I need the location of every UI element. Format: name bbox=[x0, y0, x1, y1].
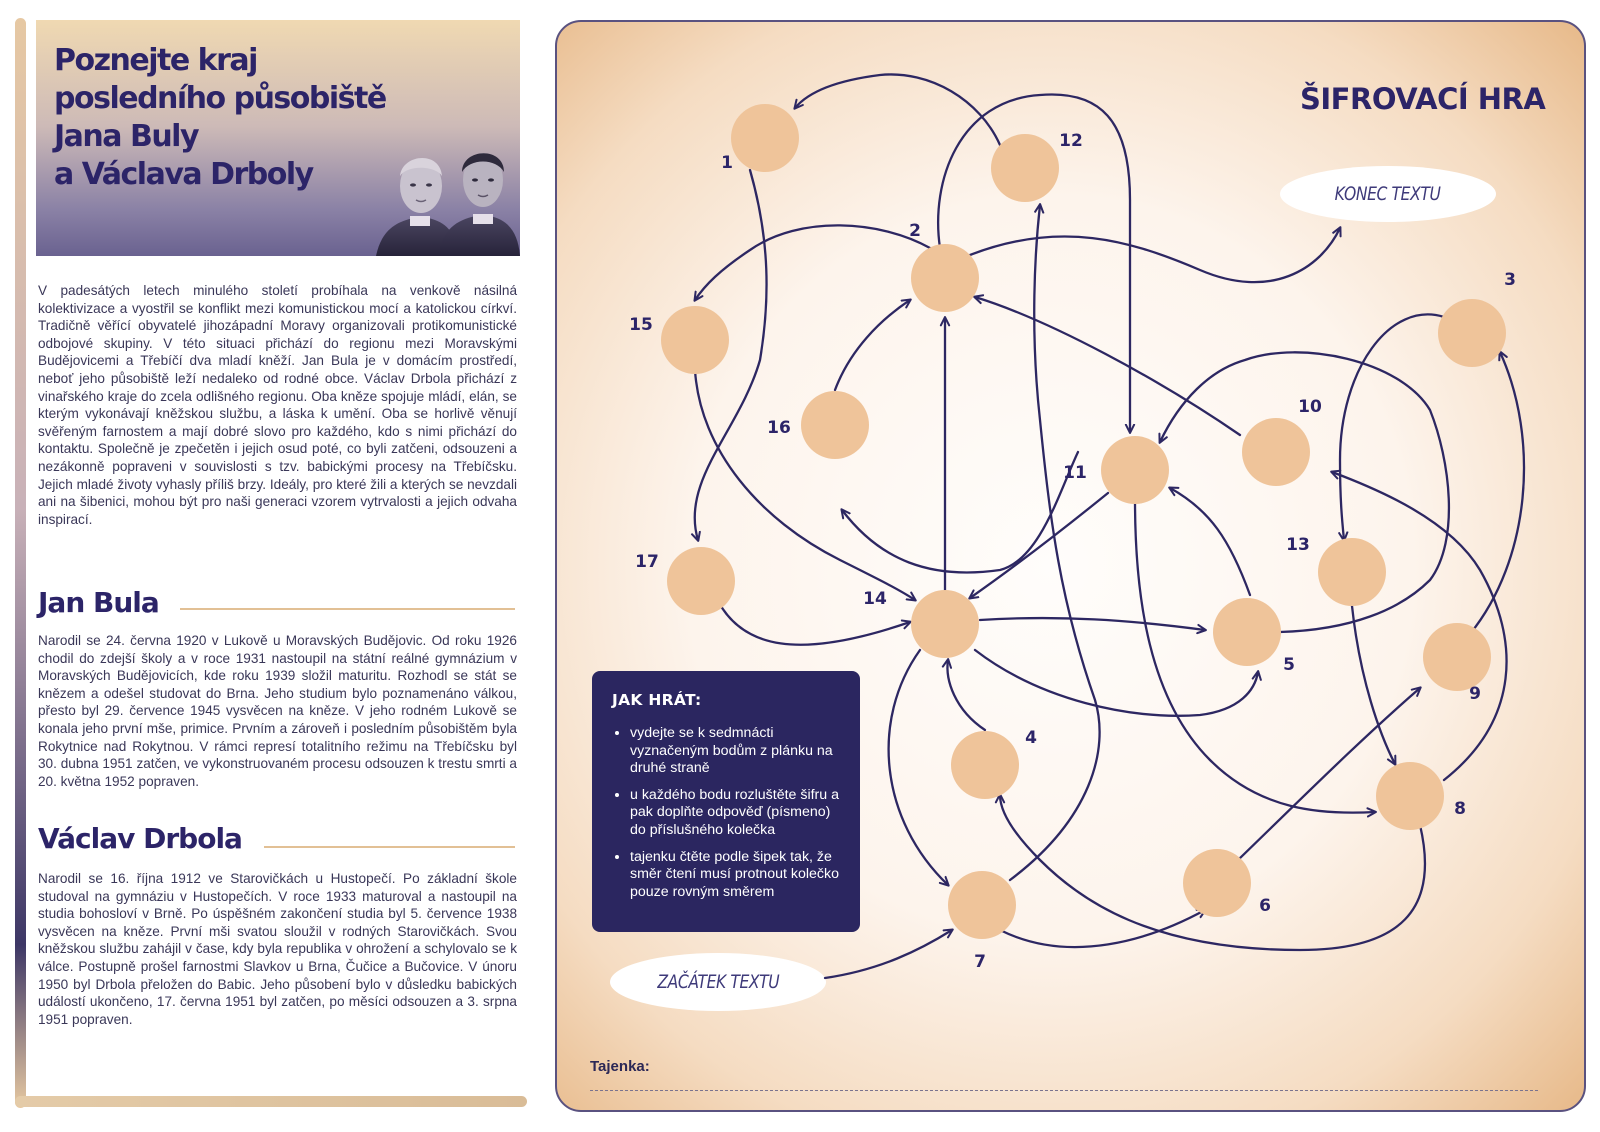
node-2-label: 2 bbox=[909, 221, 921, 241]
node-14-circle[interactable] bbox=[911, 590, 979, 658]
node-8-label: 8 bbox=[1454, 799, 1466, 819]
arrow-3-to-13 bbox=[1340, 314, 1444, 540]
bio-heading-jan-bula: Jan Bula bbox=[38, 586, 159, 619]
how-to-play-title: JAK HRÁT: bbox=[612, 691, 702, 709]
bio-heading-vaclav-drbola: Václav Drbola bbox=[38, 822, 242, 855]
arrow-14-to-5-lower bbox=[975, 650, 1258, 716]
arrow-8-to-10 bbox=[1332, 472, 1507, 780]
arrow-14-to-7 bbox=[889, 650, 948, 885]
arrow-2-to-end bbox=[970, 228, 1340, 282]
node-14-label: 14 bbox=[863, 589, 887, 609]
title-line-3: Jana Buly bbox=[54, 119, 199, 154]
node-10-circle[interactable] bbox=[1242, 418, 1310, 486]
node-9-label: 9 bbox=[1469, 684, 1481, 704]
arrow-7-to-12 bbox=[1010, 205, 1100, 880]
bio-text-vaclav-drbola: Narodil se 16. října 1912 ve Starovičkách u Hustopečí. Po základní škole studoval na gymnáziu v Hustopečích. V roce 1933 maturoval a nastoupil na studia bohosloví v Brně. Po úspěšném zakončení studia byl 5. července 1938 vysvěcen na kněze. První mši svatou sloužil v rodných Starovičkách. Svou kněžskou službu zahájil v čase, kdy byla republika v ohrožení a schylovalo se k válce. Postupně prošel farnostmi Slavkov u Brna, Čučice a Bučovice. V únoru 1950 byl Drbola přeložen do Babic. Jeho působení bylo v důsledku babických událostí ukončeno, 17. června 1951 byl zatčen, po měsíci odsouzen a 3. srpna 1951 popraven. bbox=[38, 871, 517, 1027]
arrow-9-to-3 bbox=[1470, 352, 1524, 634]
node-11-label: 11 bbox=[1063, 463, 1087, 483]
arrow-12-to-1 bbox=[795, 74, 1000, 145]
arrow-11-to-14 bbox=[970, 493, 1108, 598]
arrow-13-to-8 bbox=[1352, 606, 1395, 764]
how-to-play-item: • u každého bodu rozluštěte šifru a pak doplňte odpověď (písmeno) do příslušného kolečka bbox=[630, 787, 842, 840]
title-line-2: posledního působiště bbox=[54, 81, 386, 116]
node-6-label: 6 bbox=[1259, 896, 1271, 916]
game-title: ŠIFROVACÍ HRA bbox=[1300, 82, 1546, 116]
start-of-text-label: ZAČÁTEK TEXTU bbox=[657, 971, 779, 993]
node-13-label: 13 bbox=[1286, 535, 1310, 555]
node-9-circle[interactable] bbox=[1423, 623, 1491, 691]
node-1-label: 1 bbox=[721, 153, 733, 173]
arrow-14-to-5 bbox=[980, 618, 1205, 630]
node-5-label: 5 bbox=[1283, 655, 1295, 675]
arrow-5-to-11 bbox=[1170, 488, 1250, 595]
answer-label: Tajenka: bbox=[590, 1058, 650, 1075]
how-to-play-list bbox=[612, 725, 842, 901]
node-3-label: 3 bbox=[1504, 270, 1516, 290]
how-to-play-item: • vydejte se k sedmnácti vyznačeným bodům z plánku na druhé straně bbox=[630, 725, 842, 778]
node-4-circle[interactable] bbox=[951, 731, 1019, 799]
node-12-label: 12 bbox=[1059, 131, 1083, 151]
node-13-circle[interactable] bbox=[1318, 538, 1386, 606]
node-6-circle[interactable] bbox=[1183, 849, 1251, 917]
end-of-text-label: KONEC TEXTU bbox=[1335, 183, 1441, 205]
node-16-label: 16 bbox=[767, 418, 791, 438]
arrow-7-to-6 bbox=[1000, 910, 1205, 947]
node-17-label: 17 bbox=[635, 552, 659, 572]
node-2-circle[interactable] bbox=[911, 244, 979, 312]
node-17-circle[interactable] bbox=[667, 547, 735, 615]
bio-text-jan-bula: Narodil se 24. června 1920 v Lukově u Moravských Budějovic. Od roku 1926 chodil do zdejší školy a v roce 1931 nastoupil na státní reálné gymnázium v Moravských Budějovicích, kde roku 1939 složil maturitu. Rozhodl se stát se knězem a odešel studovat do Brna. Jeho studium bylo poznamenáno válkou, přesto byl 29. července 1945 vysvěcen na kněze. V jeho rodném Lukově se konala jeho první mše, primice. Prvním a zároveň i posledním působištěm byla Rokytnice nad Rokytnou. V rámci represí totalitního režimu na Třebíčsku byl 30. dubna 1951 zatčen, ve vykonstruovaném procesu odsouzen k trestu smrti a 20. května 1952 popraven. bbox=[38, 633, 517, 789]
node-16-circle[interactable] bbox=[801, 391, 869, 459]
arrow-start-to-7 bbox=[825, 930, 952, 978]
node-15-circle[interactable] bbox=[661, 306, 729, 374]
arrow-4-to-14 bbox=[947, 660, 985, 730]
node-5-circle[interactable] bbox=[1213, 598, 1281, 666]
node-10-label: 10 bbox=[1298, 397, 1322, 417]
arrow-5-to-11-upper bbox=[1160, 352, 1449, 632]
node-11-circle[interactable] bbox=[1101, 436, 1169, 504]
arrow-2-to-15 bbox=[695, 225, 930, 300]
arrow-16-to-2 bbox=[835, 300, 910, 390]
intro-paragraph: V padesátých letech minulého století probíhala na venkově násilná kolektivizace a vyostřil se konflikt mezi komunistickou mocí a katolickou církví. Tradičně věřící obyvatelé jihozápadní Moravy organizovali protikomunistické odbojové skupiny. V této situaci přichází do regionu mezi Moravskými Budějovicemi a Třebíčí dva mladí kněží. Jan Bula je v domácím prostředí, neboť jeho působiště leží nedaleko od rodné obce. Václav Drbola přichází z vinařského kraje do zcela odlišného regionu. Oba kněze spojuje mládí, elán, se kterým vykonávají kněžskou službu, a láska k umění. Oba se horlivě věnují svěřeným farnostem a mají dobré slovo pro každého, kdo s nimi přichází do kontaktu. Společně je zpečetěn i jejich osud poté, co byli zatčeni, odsouzeni a nezákonně popraveni v souvislosti s tzv. babickými procesy na Třebíčsku. Jejich mladé životy vyhasly příliš brzy. Ideály, pro které žili a kterých se nevzdali ani na šibenici, mohou být pro naši generaci vzorem vytrvalosti a jejich odvaha inspirací. bbox=[38, 283, 517, 527]
node-1-circle[interactable] bbox=[731, 104, 799, 172]
arrow-10-to-2 bbox=[975, 297, 1240, 435]
title-line-4: a Václava Drboly bbox=[54, 157, 313, 192]
node-7-circle[interactable] bbox=[948, 871, 1016, 939]
arrow-16-loop bbox=[842, 452, 1078, 573]
node-12-circle[interactable] bbox=[991, 134, 1059, 202]
node-15-label: 15 bbox=[629, 315, 653, 335]
answer-line[interactable] bbox=[590, 1090, 1538, 1091]
node-7-label: 7 bbox=[974, 952, 986, 972]
node-4-label: 4 bbox=[1025, 728, 1037, 748]
node-8-circle[interactable] bbox=[1376, 762, 1444, 830]
node-3-circle[interactable] bbox=[1438, 299, 1506, 367]
how-to-play-box bbox=[592, 671, 860, 932]
title-line-1: Poznejte kraj bbox=[54, 43, 257, 78]
how-to-play-item: • tajenku čtěte podle šipek tak, že směr čtení musí protnout kolečko pouze rovným směrem bbox=[630, 849, 842, 902]
